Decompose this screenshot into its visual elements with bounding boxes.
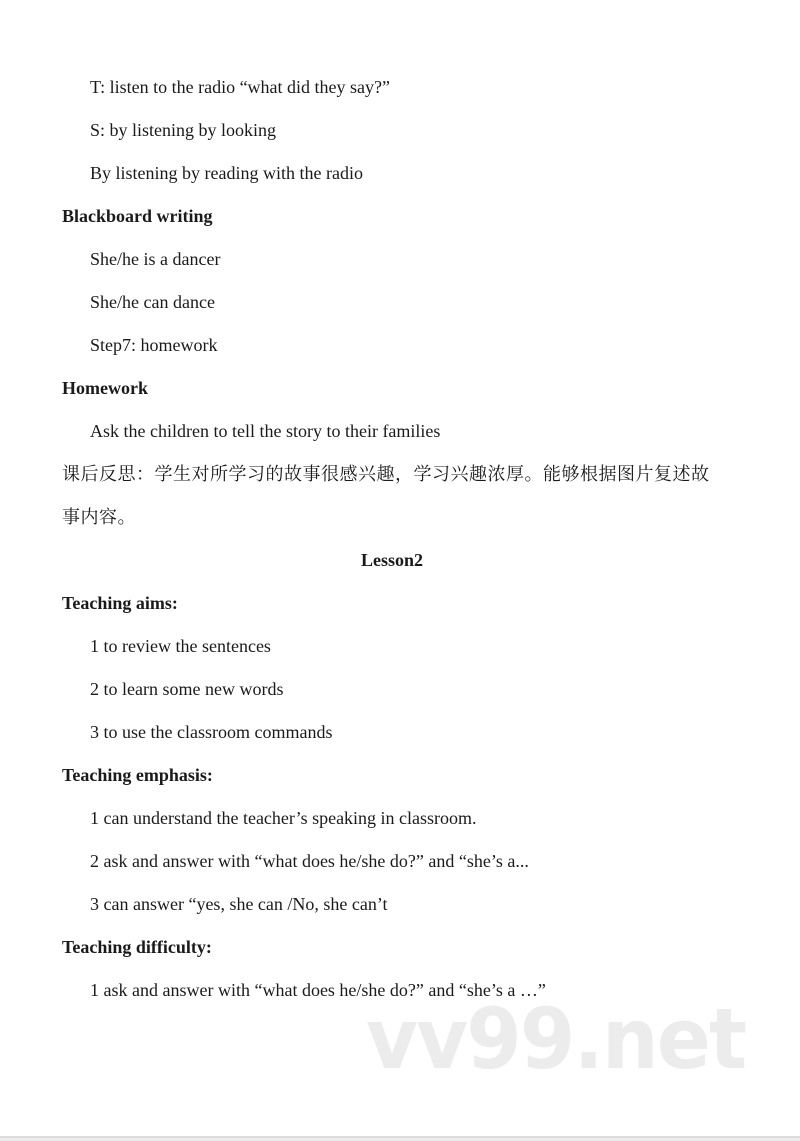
paragraph: T: listen to the radio “what did they say?” [90,77,391,97]
list-item: 2 ask and answer with “what does he/she do?” and “she’s a... [90,851,529,871]
list-item: 1 ask and answer with “what does he/she do?” and “she’s a …” [90,980,546,1000]
heading-blackboard-writing: Blackboard writing [62,206,213,226]
list-item: 3 to use the classroom commands [90,722,333,742]
list-item: 2 to learn some new words [90,679,284,699]
watermark: vv99.net [366,990,746,1088]
heading-homework: Homework [62,378,148,398]
heading-teaching-aims: Teaching aims: [62,593,178,613]
heading-teaching-difficulty: Teaching difficulty: [62,937,212,957]
paragraph: Ask the children to tell the story to their families [90,421,441,441]
reflection-line-2: 事内容。 [62,507,136,527]
document-body [62,66,742,1012]
paragraph: She/he is a dancer [90,249,221,269]
heading-teaching-emphasis: Teaching emphasis: [62,765,213,785]
lesson-title: Lesson2 [360,550,423,570]
reflection-line-1: 课后反思：学生对所学习的故事很感兴趣，学习兴趣浓厚。能够根据图片复述故 [62,464,710,484]
list-item: 1 to review the sentences [90,636,271,656]
paragraph: Step7: homework [90,335,218,355]
paragraph: By listening by reading with the radio [90,163,363,183]
paragraph: She/he can dance [90,292,215,312]
list-item: 1 can understand the teacher’s speaking in classroom. [90,808,477,828]
paragraph: S: by listening by looking [90,120,277,140]
list-item: 3 can answer “yes, she can /No, she can’t [90,894,388,914]
